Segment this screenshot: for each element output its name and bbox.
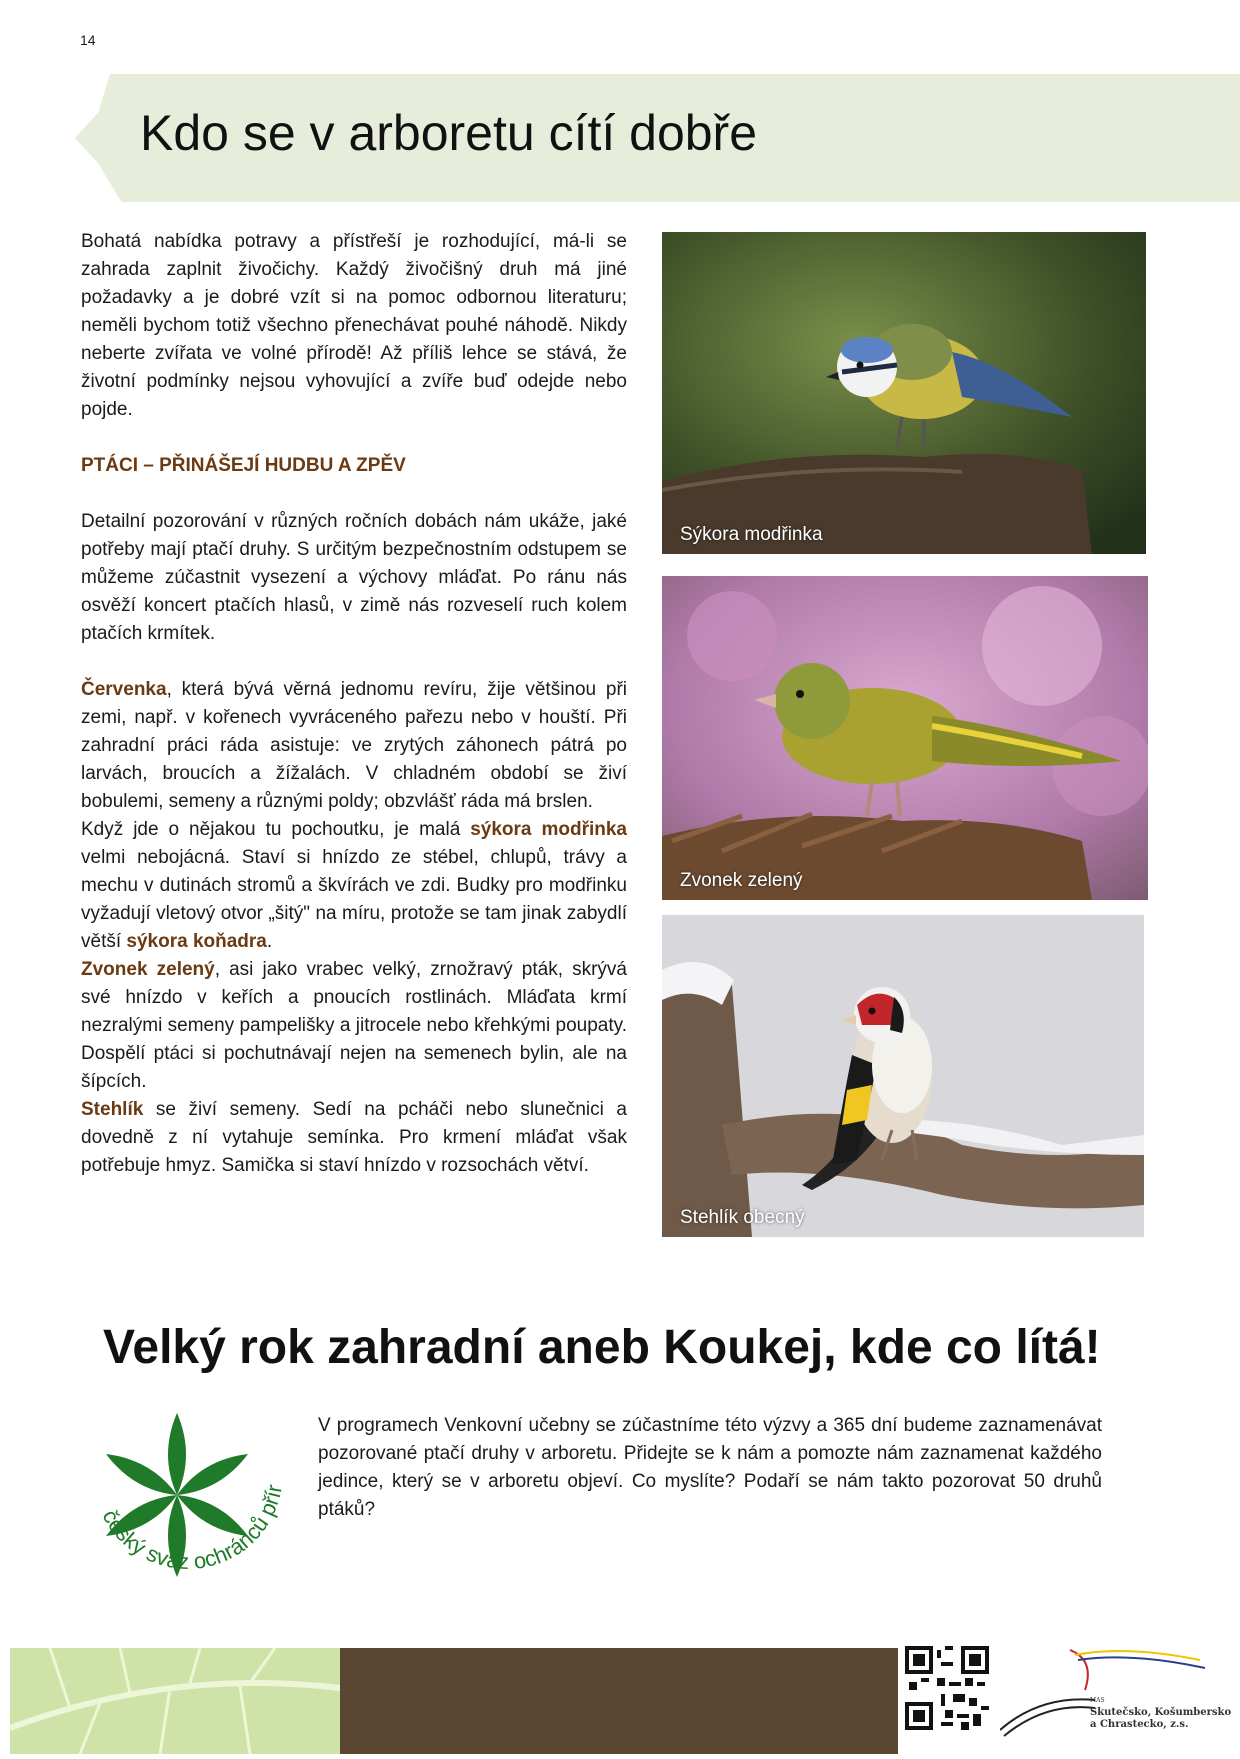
page-number: 14 [80,32,96,48]
intro-paragraph: Bohatá nabídka potravy a přístřeší je rozhodující, má-li se zahrada zaplnit živočichy. Každý živočišný druh má jiné požadavky a je dobré vzít si na pomoc odbornou literaturu; neměli bychom totiž všechno přenechávat pouhé náhodě. Nikdy neberte zvířata ve volné přírodě! Až příliš lehce se stává, že životní podmínky nejsou vyhovující a zvíře buď odejde nebo pojde. [81,231,627,420]
main-text [81,228,627,1180]
robin-name: Červenka [81,679,167,700]
robin-paragraph [81,676,627,816]
bluetit-paragraph [81,816,627,956]
bottom-heading: Velký rok zahradní aneb Koukej, kde co lítá! [103,1321,1101,1374]
greenfinch-name: Zvonek zelený [81,959,215,980]
photo-caption-greenfinch: Zvonek zelený [680,870,803,891]
mas-line2: a Chrastecko, z.s. [1090,1719,1189,1730]
photo-caption-goldfinch: Stehlík obecný [680,1207,805,1228]
greenfinch-text: , asi jako vrabec velký, zrnožravý pták, skrývá své hnízdo v keřích a pnoucích rostlinách. Mláďata krmí nezralými semeny pampelišky a jitrocele nebo křehkými poupaty. Dospělí ptáci si pochutnávají nejen na semenech bylin, ale na šípcích. [81,959,627,1092]
footer-band [340,1648,898,1754]
goldfinch-text: se živí semeny. Sedí na pcháči nebo slunečnici a dovedně z ní vytahuje semínka. Pro krmení mláďat však potřebuje hmyz. Samička si staví hnízdo v rozsochách větví. [81,1099,627,1176]
bluetit-name: sýkora modřinka [470,819,627,840]
mas-text [1090,1695,1231,1731]
photo-blue-tit [662,232,1146,554]
photo-greenfinch [662,576,1148,900]
goldfinch-name: Stehlík [81,1099,144,1120]
greenfinch-paragraph [81,956,627,1096]
photo-caption-blue-tit: Sýkora modřinka [680,524,823,545]
page-title: Kdo se v arboretu cítí dobře [140,105,758,161]
section-heading: PTÁCI – PŘINÁŠEJÍ HUDBU A ZPĚV [81,455,406,476]
bluetit-before: Když jde o nějakou tu pochoutku, je malá [81,819,471,840]
robin-text: , která bývá věrná jednomu revíru, žije většinou při zemi, např. v kořenech vyvráceného pařezu nebo v houští. Při zahradní práci ráda asistuje: ve zrytých záhonech pátrá po larvách, broucích a žížalách. V chladném období se živí bobulemi, semeny a různými poldy; obzvlášť ráda má brslen. [81,679,627,812]
bluetit-middle: velmi nebojácná. Staví si hnízdo ze stébel, chlupů, trávy a mechu v dutinách stromů a škvírách ve zdi. Budky pro modřinku vyžadují vletový otvor „šitý" na míru, protože se tam jinak zabydlí větší [81,847,627,952]
mas-line1: Skutečsko, Košumbersko [1090,1707,1232,1718]
logo-text: český svaz ochránců přír [97,1482,287,1575]
observation-paragraph: Detailní pozorování v různých ročních dobách nám ukáže, jaké potřeby mají ptačí druhy. S určitým bezpečnostním odstupem se můžeme zúčastnit vysezení a výchovy mláďat. Po ránu nás osvěží koncert ptačích hlasů, v zimě nás rozveselí ruch kolem ptačích krmítek. [81,511,627,644]
bluetit-end: . [266,931,273,952]
qr-code[interactable] [905,1646,989,1730]
greattit-name: sýkora koňadra [126,931,267,952]
mas-small: MAS [1090,1697,1105,1704]
csop-logo [72,1395,312,1620]
program-text: V programech Venkovní učebny se zúčastníme této výzvy a 365 dní budeme zaznamenávat pozorované ptačí druhy v arboretu. Přidejte se k nám a pomozte nám zaznamenat každého jedince, který se v arboretu objeví. Co myslíte? Podaří se nám takto pozorovat 50 druhů ptáků? [318,1415,1102,1520]
goldfinch-paragraph [81,1096,627,1180]
leaf-image [10,1648,340,1754]
photo-goldfinch [662,915,1144,1237]
